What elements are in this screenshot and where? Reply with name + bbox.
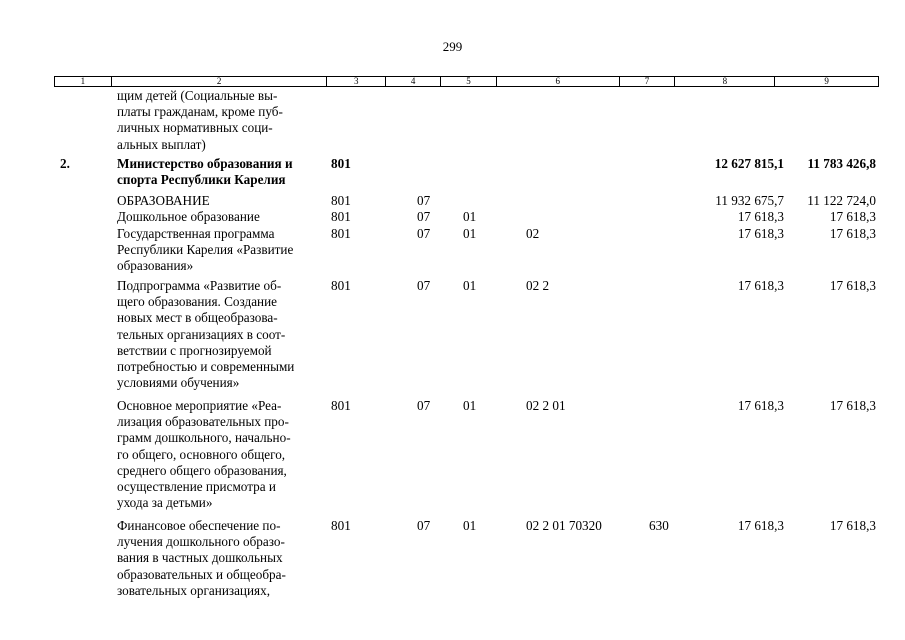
row-name: Подпрограмма «Развитие об- щего образования. Создание новых мест в общеобразова- тельных организациях в соот- ветствии с прогнозируемой потребностью и современными условиями обучения» [117,278,295,391]
row-col-6: 02 2 01 70320 [526,518,602,533]
row-col-3: 801 [331,156,351,171]
header-col-5: 5 [441,77,497,86]
header-col-9: 9 [824,76,829,86]
row-name: Дошкольное образование [117,209,260,224]
row-col-9: 17 618,3 [829,518,876,533]
header-col-7: 7 [620,77,676,86]
row-col-8: 17 618,3 [737,398,784,413]
header-col-2: 2 [112,77,327,86]
row-name: Финансовое обеспечение по- лучения дошкольного образо- вания в частных дошкольных образовательных и общеобра- зовательных организациях, [117,518,286,598]
row-col-5: 01 [463,278,477,293]
row-col-6: 02 2 [526,278,550,293]
row-col-5: 01 [463,209,477,224]
header-col-1: 1 [55,77,112,86]
header-col-4: 4 [386,77,441,86]
row-col-3: 801 [331,193,351,208]
table-header [54,76,879,87]
row-name: Основное мероприятие «Реа- лизация образовательных про- грамм дошкольного, начально- го общего, основного общего, среднего общего образования, осуществление присмотра и ухода за детьми» [117,398,291,511]
row-col-9: 11 122 724,0 [807,193,876,208]
row-col-4: 07 [417,398,431,413]
row-col-4: 07 [417,193,431,208]
row-col-4: 07 [417,226,431,241]
row-col-3: 801 [331,209,351,224]
row-col-9: 17 618,3 [829,398,876,413]
row-col-5: 01 [463,518,477,533]
row-col-8: 17 618,3 [737,226,784,241]
page-number: 299 [442,39,463,54]
row-name: Министерство образования и спорта Республики Карелия [117,156,293,188]
row-col-7: 630 [649,518,669,533]
header-col-3: 3 [327,77,386,86]
header-col-8: 8 [675,77,775,86]
row-col-3: 801 [331,398,351,413]
row-col-3: 801 [331,226,351,241]
row-col-4: 07 [417,278,431,293]
row-name: щим детей (Социальные вы- платы гражданам, кроме пуб- личных нормативных соци- альных выплат) [117,88,283,152]
row-col-8: 17 618,3 [737,209,784,224]
row-col-9: 17 618,3 [829,226,876,241]
row-col-8: 11 932 675,7 [715,193,784,208]
row-col-3: 801 [331,278,351,293]
row-name: ОБРАЗОВАНИЕ [117,193,210,208]
row-col-4: 07 [417,209,431,224]
row-col-4: 07 [417,518,431,533]
row-col-5: 01 [463,226,477,241]
row-col-8: 17 618,3 [737,278,784,293]
row-col-5: 01 [463,398,477,413]
row-col-6: 02 [526,226,540,241]
row-col-8: 12 627 815,1 [714,156,784,171]
row-col-9: 17 618,3 [829,209,876,224]
row-col-8: 17 618,3 [737,518,784,533]
row-col-6: 02 2 01 [526,398,566,413]
row-col-9: 17 618,3 [829,278,876,293]
row-col-3: 801 [331,518,351,533]
row-col-9: 11 783 426,8 [807,156,876,171]
row-name: Государственная программа Республики Карелия «Развитие образования» [117,226,294,274]
row-number: 2. [60,156,70,171]
header-col-6: 6 [497,77,620,86]
